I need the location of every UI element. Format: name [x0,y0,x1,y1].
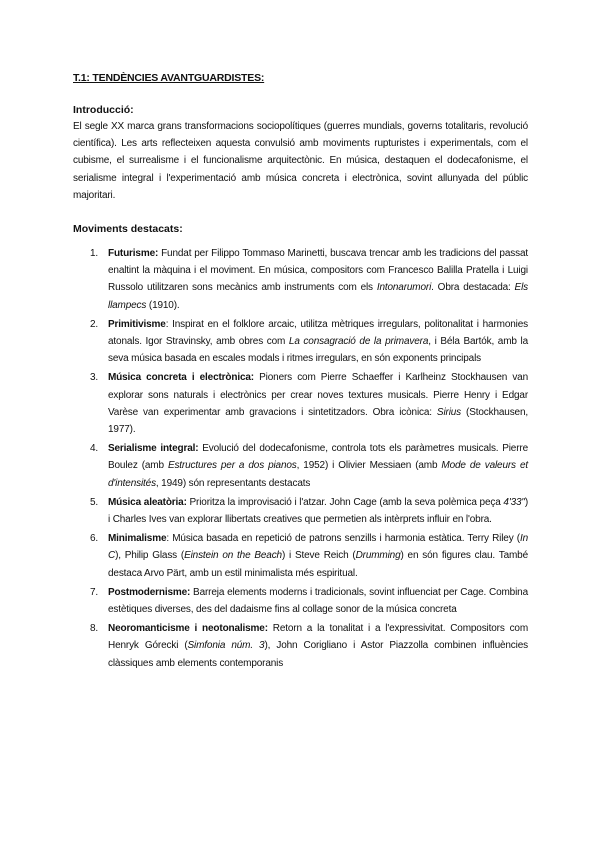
intro-paragraph: El segle XX marca grans transformacions sociopolítiques (guerres mundials, governs totalitaris, revolució científica). Les arts reflecteixen aquesta convulsió amb moviments rupturistes i experimentals, com el cubisme, el surrealisme i el funcionalisme arquitectònic. En música, destaquen el dodecafonisme, el serialisme integral i l'experimentació amb música concreta i electrònica, sovint allunyada del públic majoritari. [73,121,528,201]
document-content [73,72,528,674]
list-number: 1. [90,248,99,260]
list-item-aleatoria [73,494,528,528]
movement-name: Minimalisme [108,533,167,545]
list-number: 2. [90,318,99,330]
work-title: La consagració de la primavera [288,336,429,348]
movement-name: Música aleatòria: [108,496,187,508]
movement-name: Neoromanticisme i neotonalisme: [108,623,268,635]
work-title: In C [108,533,528,562]
movement-text: . Obra destacada: [431,282,515,294]
movement-name: Música concreta i electrònica: [108,372,254,384]
list-item-postmodernisme [73,584,528,618]
movement-text: Barreja elements moderns i tradicionals, sovint influenciat per Cage. Combina estètiques diverses, des del dadaisme fins al collage sonor de la música concreta [108,586,528,616]
list-number: 5. [90,496,99,508]
work-title: Mode de valeurs et d'intensités [108,460,528,489]
movement-text: : Música basada en repetició de patrons senzills i harmonia estàtica. Terry Riley ( [166,533,520,545]
list-number: 4. [90,443,99,455]
movement-text: Evolució del dodecafonisme, controla tots els paràmetres musicals. Pierre Boulez (amb [108,443,528,472]
movement-text: ) en són figures clau. També destaca Arvo Pärt, amb un estil minimalista més espiritual. [108,550,528,579]
work-title: Sirius [436,406,462,418]
movement-text: Retorn a la tonalitat i a l'expressivitat. Compositors com Henryk Górecki ( [108,623,529,652]
work-title: Estructures per a dos pianos [167,460,297,472]
movement-text: (Stockhausen, 1977). [108,406,528,436]
work-title: Einstein on the Beach [184,550,282,562]
list-item-musica-concreta [73,369,528,438]
intro-heading: Introducció: [73,104,134,116]
movement-text: ) i Charles Ives van explorar llibertats creatives que permetien als intèrprets influir en l'obra. [108,496,528,526]
movement-text: ), John Corigliano i Astor Piazzolla combinen influències clàssiques amb elements contemporanis [108,640,528,669]
list-item-primitivisme [73,316,528,368]
moviments-heading: Moviments destacats: [73,223,183,236]
work-title: 4'33" [503,496,525,508]
work-title: Intonarumori [376,282,432,294]
work-title: Drumming [355,550,401,562]
list-item-futurisme [73,245,528,314]
movement-text: : Inspirat en el folklore arcaic, utilitza mètriques irregulars, politonalitat i harmonies atonals. Igor Stravinsky, amb obres com [108,318,528,348]
movement-text: (1910). [146,299,180,311]
list-number: 6. [90,533,99,545]
work-title: Els llampecs [108,282,528,311]
movement-name: Primitivisme [108,318,166,330]
list-item-serialisme [73,440,528,492]
list-number: 7. [90,586,99,598]
work-title: Simfonia núm. 3 [187,640,265,652]
list-item-neoromanticisme [73,620,528,672]
list-number: 8. [90,623,99,635]
movement-text: Pioners com Pierre Schaeffer i Karlheinz Stockhausen van explorar sons naturals i electrònics per crear noves textures musicals. Pierre Henry i Edgar Varèse van experimentar amb gravacions i sintetitzadors. Obra icònica: [108,372,528,418]
movement-text: , i Béla Bartók, amb la seva música basada en escales modals i ritmes irregulars, en són exponents principals [108,336,528,365]
movement-text: , 1952) i Olivier Messiaen (amb [296,460,442,472]
movement-name: Postmodernisme: [108,586,191,598]
moviments-list [73,245,528,672]
movement-text: , 1949) són representants destacats [155,477,311,489]
movement-text: Fundat per Filippo Tommaso Marinetti, buscava trencar amb les tradicions del passat enaltint la màquina i el moviment. En música, compositors com Francesco Balilla Pratella i Luigi Russolo utilitzaren sons mecànics amb instruments com els [108,248,528,294]
list-number: 3. [90,372,99,384]
movement-text: ) i Steve Reich ( [281,550,356,562]
movement-text: Prioritza la improvisació i l'atzar. John Cage (amb la seva polèmica peça [186,496,504,508]
movement-name: Futurisme: [108,248,159,260]
list-item-minimalisme [73,530,528,582]
movement-name: Serialisme integral: [108,443,199,455]
movement-text: ), Philip Glass ( [115,550,185,562]
page-title: T.1: TENDÈNCIES AVANTGUARDISTES: [73,72,265,84]
